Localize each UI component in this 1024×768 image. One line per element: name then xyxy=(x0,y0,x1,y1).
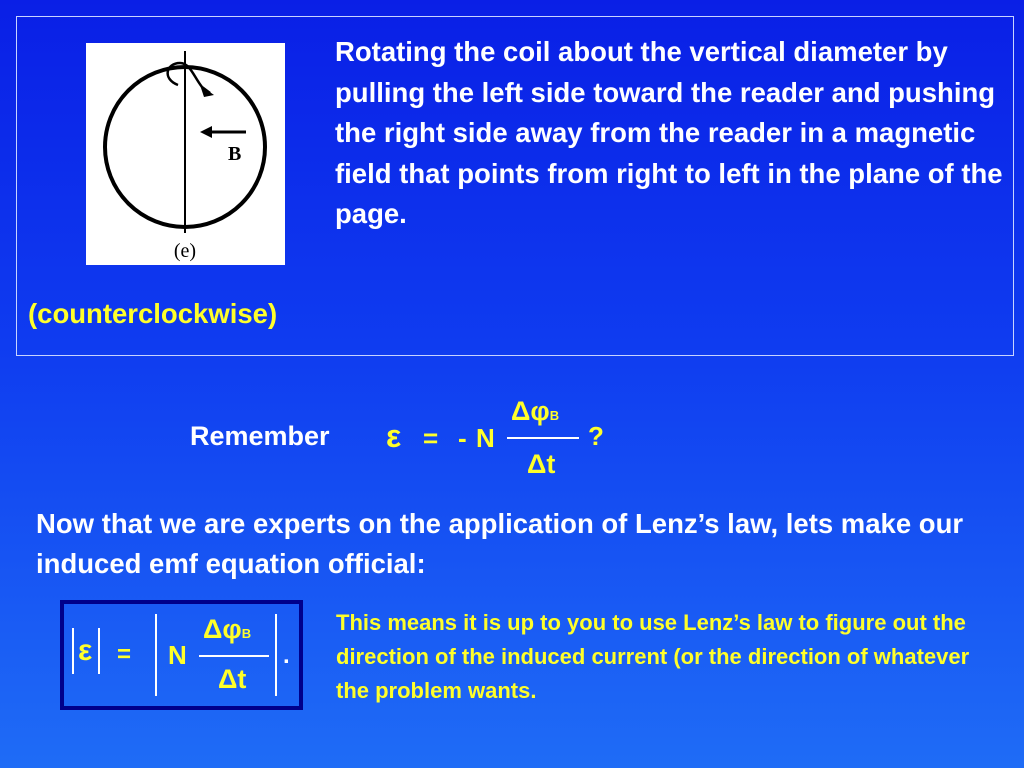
emf-symbol: ε xyxy=(386,418,402,454)
formula-emf: ε xyxy=(78,634,93,667)
field-label: B xyxy=(228,143,242,165)
turns-n: N xyxy=(476,423,495,453)
remember-label: Remember xyxy=(190,421,330,451)
formula-flux xyxy=(203,614,251,645)
minus-sign: - xyxy=(458,423,467,453)
figure-label: (e) xyxy=(173,240,197,262)
abs-bar-right-1 xyxy=(98,628,100,674)
abs-bar-left-2 xyxy=(155,614,157,696)
flux-symbol: Δφ xyxy=(511,396,550,426)
formula-n: N xyxy=(168,640,187,670)
flux-subscript: B xyxy=(549,408,560,423)
formula-fraction-bar xyxy=(199,655,269,657)
abs-bar-right-2 xyxy=(275,614,277,696)
scenario-description: Rotating the coil about the vertical diameter by pulling the left side toward the reader and pushing the right side away from the reader in a magnetic field that points from right to left in the plane of the page. xyxy=(335,36,1003,229)
formula-equals: = xyxy=(117,641,132,668)
official-intro: Now that we are experts on the application of Lenz’s law, lets make our induced emf equation official: xyxy=(36,508,964,579)
formula-period: . xyxy=(283,642,290,669)
coil-figure xyxy=(86,43,285,265)
question-mark: ? xyxy=(588,421,604,451)
abs-bar-left-1 xyxy=(72,628,74,674)
time-change: Δt xyxy=(527,449,556,479)
field-arrowhead xyxy=(200,126,212,138)
equals-sign: = xyxy=(423,423,439,453)
lenz-note: This means it is up to you to use Lenz’s law to figure out the direction of the induced current (or the direction of whatever the problem wants. xyxy=(336,610,970,703)
formula-flux-subscript: B xyxy=(241,626,252,641)
formula-time: Δt xyxy=(218,664,247,694)
coil-diagram xyxy=(86,43,285,265)
rotation-arrowhead xyxy=(200,85,214,97)
answer-text: (counterclockwise) xyxy=(28,298,278,329)
fraction-bar xyxy=(507,437,579,439)
formula-flux-symbol: Δφ xyxy=(203,614,242,644)
flux-change xyxy=(511,396,559,427)
